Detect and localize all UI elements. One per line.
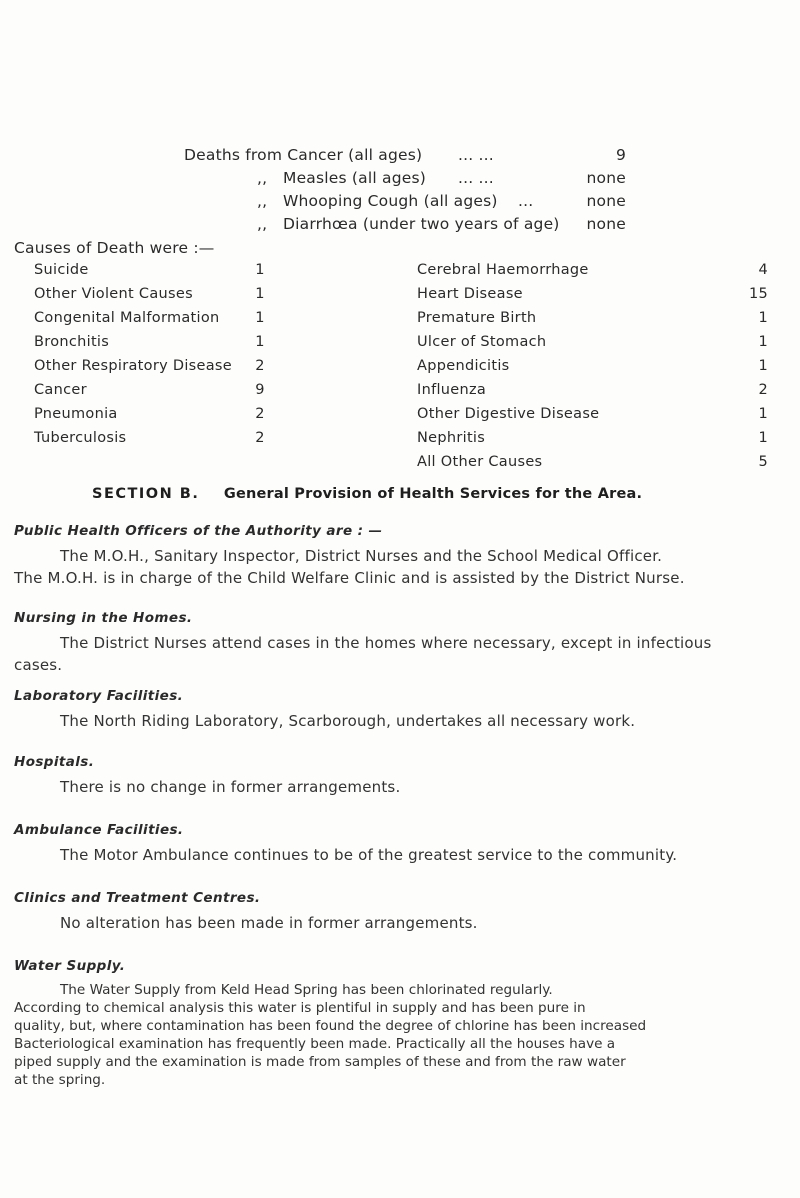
cause-label: Cancer — [34, 382, 87, 398]
cause-count: 1 — [255, 310, 265, 326]
cause-label: Other Digestive Disease — [417, 406, 600, 422]
section-heading — [92, 486, 642, 502]
cause-label: Ulcer of Stomach — [417, 334, 547, 350]
subsection-heading: Public Health Officers of the Authority are : — — [14, 523, 383, 539]
cause-count: 1 — [758, 334, 768, 350]
leader-dots: ... — [518, 192, 534, 210]
cause-count: 1 — [255, 334, 265, 350]
leader-dots: ... ... — [458, 169, 494, 187]
paragraph-line: at the spring. — [14, 1072, 106, 1088]
cause-count: 9 — [255, 382, 265, 398]
section-title: General Provision of Health Services for the Area. — [223, 486, 643, 502]
paragraph-line: Bacteriological examination has frequently been made. Practically all the houses have a — [14, 1036, 616, 1052]
leader-dots: ... ... — [458, 146, 494, 164]
cause-label: Other Violent Causes — [34, 286, 193, 302]
causes-heading: Causes of Death were :— — [14, 239, 215, 257]
paragraph-line: quality, but, where contamination has been found the degree of chlorine has been increased — [14, 1018, 647, 1034]
paragraph-line: The M.O.H., Sanitary Inspector, District Nurses and the School Medical Officer. — [60, 547, 663, 565]
cause-count: 1 — [758, 310, 768, 326]
subsection-heading: Laboratory Facilities. — [14, 688, 184, 704]
cause-label: Bronchitis — [34, 334, 110, 350]
deaths-row-label: Whooping Cough (all ages) — [283, 192, 498, 210]
paragraph-line: The Motor Ambulance continues to be of the greatest service to the community. — [60, 846, 678, 864]
deaths-row-label: Deaths from Cancer (all ages) — [184, 146, 423, 164]
cause-count: 1 — [255, 262, 265, 278]
cause-label: Cerebral Haemorrhage — [417, 262, 589, 278]
cause-count: 1 — [255, 286, 265, 302]
cause-label: Congenital Malformation — [34, 310, 220, 326]
deaths-row-value: 9 — [615, 146, 626, 164]
deaths-row-value: none — [586, 192, 626, 210]
cause-count: 2 — [255, 430, 265, 446]
deaths-row-label: Measles (all ages) — [283, 169, 427, 187]
ditto-mark: ,, — [257, 192, 268, 210]
cause-count: 4 — [758, 262, 768, 278]
paragraph-line: The District Nurses attend cases in the homes where necessary, except in infectious — [60, 634, 712, 652]
cause-label: All Other Causes — [417, 454, 543, 470]
paragraph-line: cases. — [14, 656, 63, 674]
deaths-row-value: none — [586, 215, 626, 233]
cause-label: Pneumonia — [34, 406, 118, 422]
paragraph-line: According to chemical analysis this water is plentiful in supply and has been pure in — [14, 1000, 586, 1016]
ditto-mark: ,, — [257, 215, 268, 233]
section-number: SECTION B. — [92, 486, 200, 502]
paragraph-line: The North Riding Laboratory, Scarborough, undertakes all necessary work. — [60, 712, 636, 730]
subsection-heading: Ambulance Facilities. — [14, 822, 184, 838]
deaths-row-label: Diarrhœa (under two years of age) — [283, 215, 560, 233]
paragraph-line: piped supply and the examination is made from samples of these and from the raw water — [14, 1054, 626, 1070]
cause-count: 2 — [758, 382, 768, 398]
deaths-row-value: none — [586, 169, 626, 187]
cause-label: Other Respiratory Disease — [34, 358, 232, 374]
paragraph-line: The M.O.H. is in charge of the Child Welfare Clinic and is assisted by the District Nurse. — [14, 569, 685, 587]
cause-count: 2 — [255, 406, 265, 422]
subsection-heading: Water Supply. — [14, 958, 126, 974]
ditto-mark: ,, — [257, 169, 268, 187]
paragraph-line: There is no change in former arrangements. — [60, 778, 401, 796]
subsection-heading: Hospitals. — [14, 754, 95, 770]
cause-count: 5 — [758, 454, 768, 470]
cause-count: 1 — [758, 358, 768, 374]
cause-count: 2 — [255, 358, 265, 374]
cause-label: Influenza — [417, 382, 487, 398]
cause-label: Appendicitis — [417, 358, 510, 374]
cause-label: Suicide — [34, 262, 89, 278]
cause-count: 15 — [748, 286, 768, 302]
cause-count: 1 — [758, 406, 768, 422]
paragraph-line: The Water Supply from Keld Head Spring has been chlorinated regularly. — [60, 982, 553, 998]
cause-count: 1 — [758, 430, 768, 446]
cause-label: Heart Disease — [417, 286, 523, 302]
cause-label: Tuberculosis — [34, 430, 127, 446]
subsection-heading: Clinics and Treatment Centres. — [14, 890, 261, 906]
cause-label: Premature Birth — [417, 310, 537, 326]
subsection-heading: Nursing in the Homes. — [14, 610, 193, 626]
cause-label: Nephritis — [417, 430, 486, 446]
paragraph-line: No alteration has been made in former arrangements. — [60, 914, 478, 932]
